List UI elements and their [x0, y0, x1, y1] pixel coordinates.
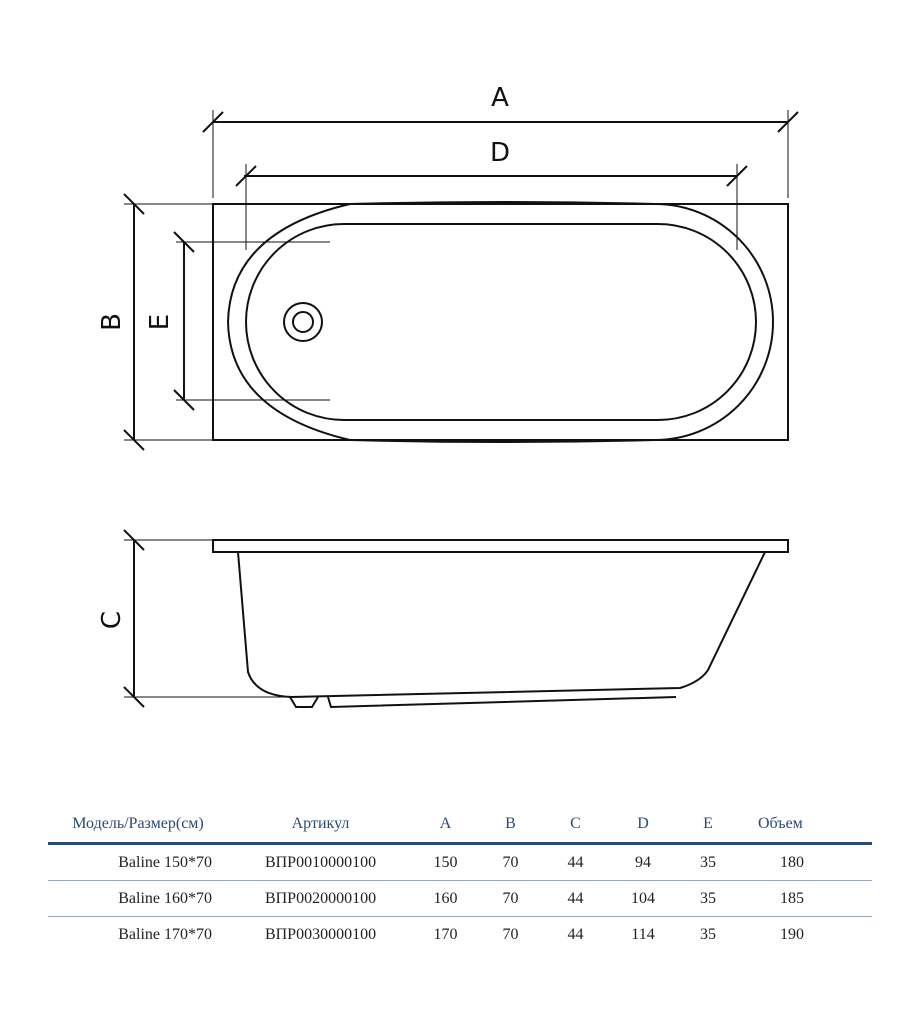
cell-a: 160	[413, 881, 478, 917]
dimension-d	[236, 164, 747, 250]
table-row	[48, 917, 872, 953]
column-header-c: C	[543, 806, 608, 844]
dimension-label-a: A	[491, 83, 509, 113]
cell-volume: 190	[780, 925, 804, 943]
cell-article: ВПР0010000100	[228, 844, 413, 881]
cell-volume: 180	[738, 844, 872, 881]
cell-e: 35	[700, 925, 716, 943]
cell-c: 44	[543, 844, 608, 881]
cell-b: 70	[478, 844, 543, 881]
cell-model: Baline 170*70	[118, 925, 212, 943]
cell-d: 114	[631, 925, 655, 943]
dimension-e	[174, 232, 330, 410]
specifications-table	[48, 806, 872, 952]
bathtub-rim-outline	[228, 202, 773, 442]
column-header-e: E	[678, 806, 738, 844]
cell-e: 35	[678, 881, 738, 917]
cell-volume: 185	[738, 881, 872, 917]
column-header-b: B	[478, 806, 543, 844]
cell-a: 150	[413, 844, 478, 881]
dimension-label-c: C	[97, 610, 127, 630]
bathtub-side-rim	[213, 540, 788, 552]
table-row	[48, 844, 872, 881]
column-header-article: Артикул	[228, 806, 413, 844]
bathtub-side-foot-left	[290, 697, 318, 707]
dimension-c	[124, 530, 292, 707]
column-header-volume: Объем	[738, 806, 872, 844]
cell-d: 94	[608, 844, 678, 881]
cell-c: 44	[543, 881, 608, 917]
cell-article: ВПР0030000100	[264, 925, 377, 943]
dimension-label-d: D	[489, 138, 511, 168]
bathtub-top-outline	[213, 204, 788, 440]
cell-d: 104	[608, 881, 678, 917]
drain-outer	[284, 303, 322, 341]
table-header-row	[48, 806, 872, 844]
cell-a: 170	[433, 925, 458, 943]
bathtub-side-body	[238, 552, 765, 697]
table-row	[48, 881, 872, 917]
column-header-d: D	[608, 806, 678, 844]
drain-inner	[293, 312, 313, 332]
cell-b: 70	[478, 881, 543, 917]
cell-model: Baline 160*70	[48, 881, 228, 917]
column-header-a: A	[413, 806, 478, 844]
cell-c: 44	[567, 925, 584, 943]
cell-article: ВПР0020000100	[228, 881, 413, 917]
cell-b: 70	[502, 925, 519, 943]
cell-model: Baline 150*70	[48, 844, 228, 881]
cell-e: 35	[678, 844, 738, 881]
column-header-model: Модель/Размер(см)	[48, 806, 228, 844]
bathtub-side-foot-main	[328, 697, 676, 707]
dimension-label-b: B	[97, 313, 127, 331]
dimension-label-e: E	[145, 313, 175, 331]
